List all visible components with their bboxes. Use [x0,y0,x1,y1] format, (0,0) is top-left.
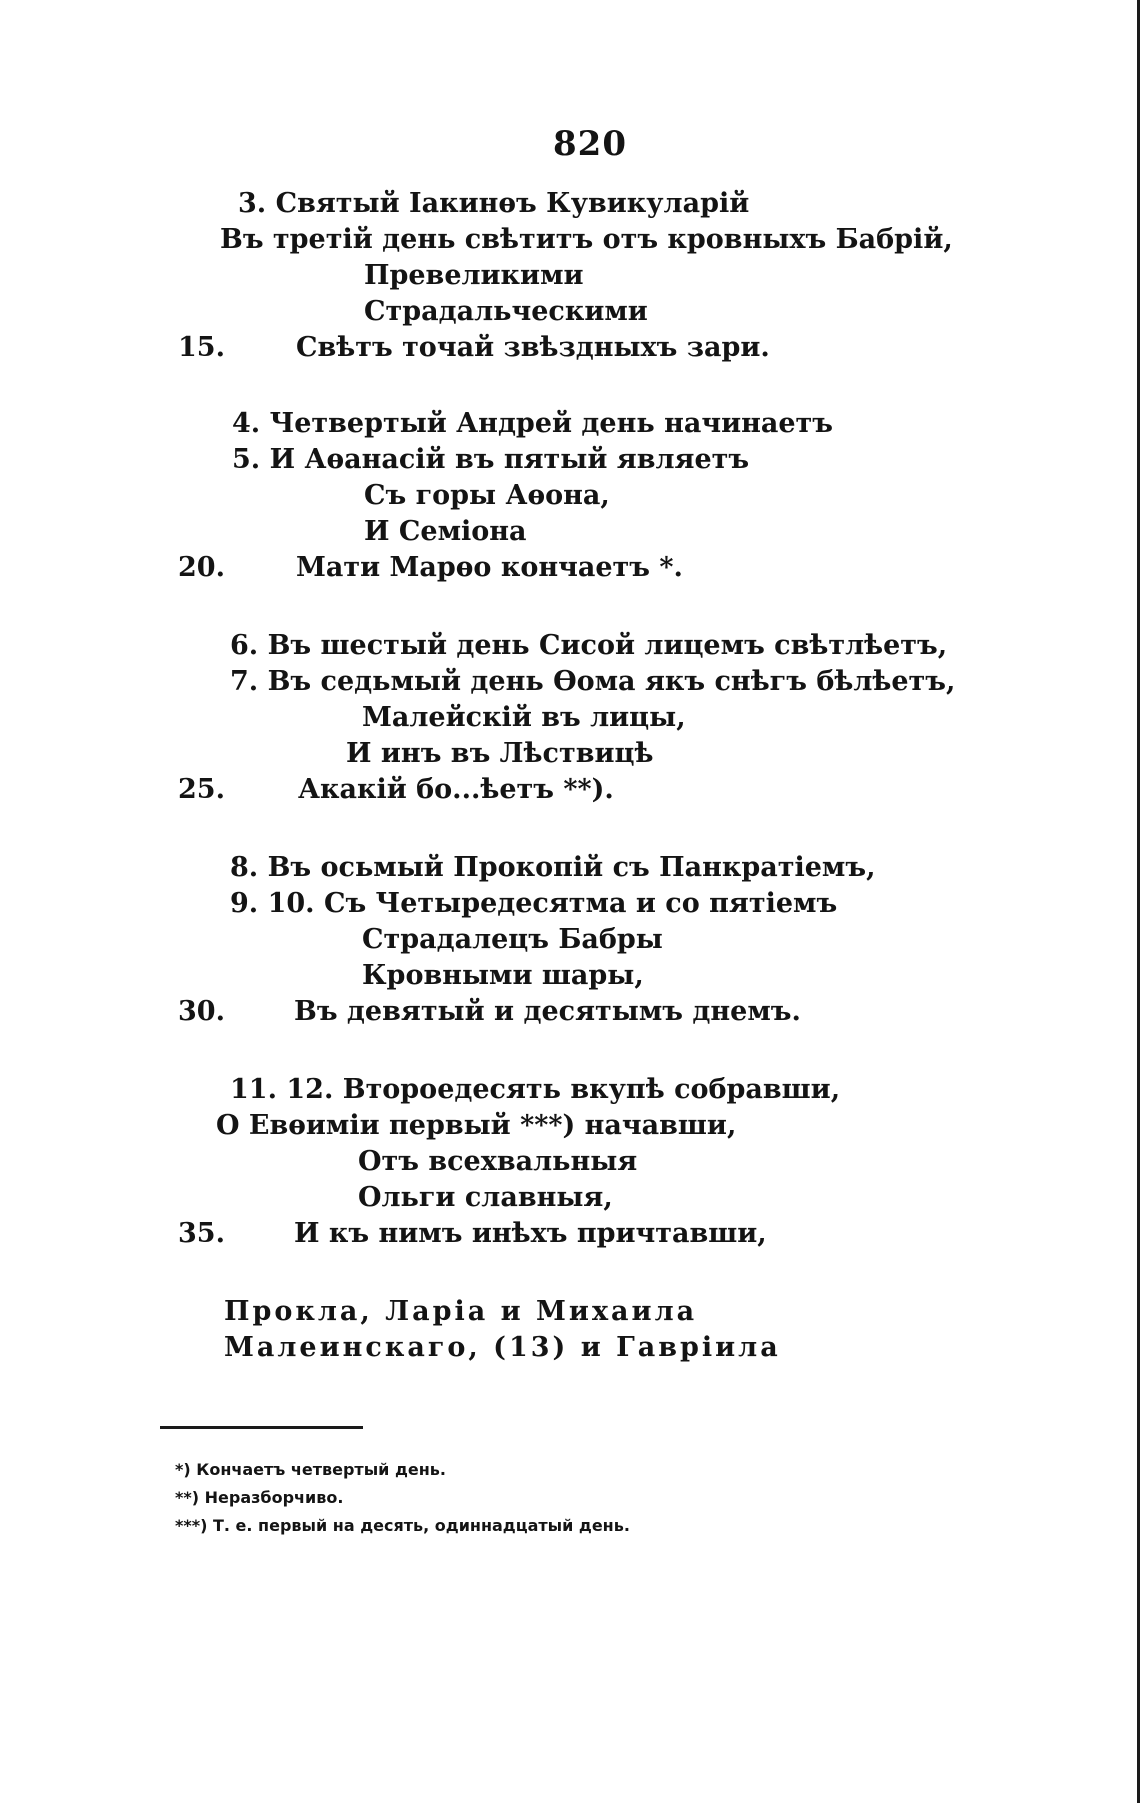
line-number: 30. [178,996,225,1027]
verse-line: Малеинскаго, (13) и Гавріила [224,1332,781,1363]
verse-line: Кровными шары, [362,960,644,991]
verse-line: Ольги славныя, [358,1182,613,1213]
footnote: **) Неразборчиво. [175,1488,344,1507]
line-number: 20. [178,552,225,583]
verse-line: 4. Четвертый Андрей день начинаетъ [232,408,834,439]
line-number: 15. [178,332,225,363]
verse-line: 8. Въ осьмый Прокопій съ Панкратіемъ, [230,852,876,883]
verse-line: Въ третій день свѣтитъ отъ кровныхъ Бабрій, [220,224,953,255]
footnote: ***) Т. е. первый на десять, одиннадцатый день. [175,1516,630,1535]
verse-line: О Евѳиміи первый ***) начавши, [216,1110,737,1141]
verse-line: Мати Марѳо кончаетъ *. [296,552,683,583]
verse-line: Страдалецъ Бабры [362,924,663,955]
verse-line: 7. Въ седьмый день Ѳома якъ снѣгъ бѣлѣетъ, [230,666,956,697]
verse-line: Свѣтъ точай звѣздныхъ зари. [296,332,770,363]
verse-line: Въ девятый и десятымъ днемъ. [294,996,801,1027]
verse-line: Акакій бо...ѣетъ **). [298,774,614,805]
verse-line: И Семіона [364,516,527,547]
line-number: 25. [178,774,225,805]
verse-line: 9. 10. Съ Четыредесятма и со пятіемъ [230,888,838,919]
verse-line: Прокла, Ларіа и Михаила [224,1296,698,1327]
page-number: 820 [553,124,627,164]
line-number: 35. [178,1218,225,1249]
verse-line: Съ горы Аѳона, [364,480,610,511]
footnote-rule [160,1426,363,1429]
verse-line: Отъ всехвальныя [358,1146,638,1177]
verse-line: 5. И Аѳанасій въ пятый являетъ [232,444,750,475]
verse-line: Страдальческими [364,296,648,327]
verse-line: Малейскій въ лицы, [362,702,686,733]
verse-line: И инъ въ Лѣствицѣ [346,738,654,769]
verse-line: 6. Въ шестый день Сисой лицемъ свѣтлѣетъ, [230,630,948,661]
verse-line: Превеликими [364,260,584,291]
footnote: *) Кончаетъ четвертый день. [175,1460,446,1479]
verse-line: 3. Святый Іакинѳъ Кувикуларій [238,188,750,219]
verse-line: И къ нимъ инѣхъ причтавши, [294,1218,767,1249]
verse-line: 11. 12. Второедесять вкупѣ собравши, [230,1074,841,1105]
